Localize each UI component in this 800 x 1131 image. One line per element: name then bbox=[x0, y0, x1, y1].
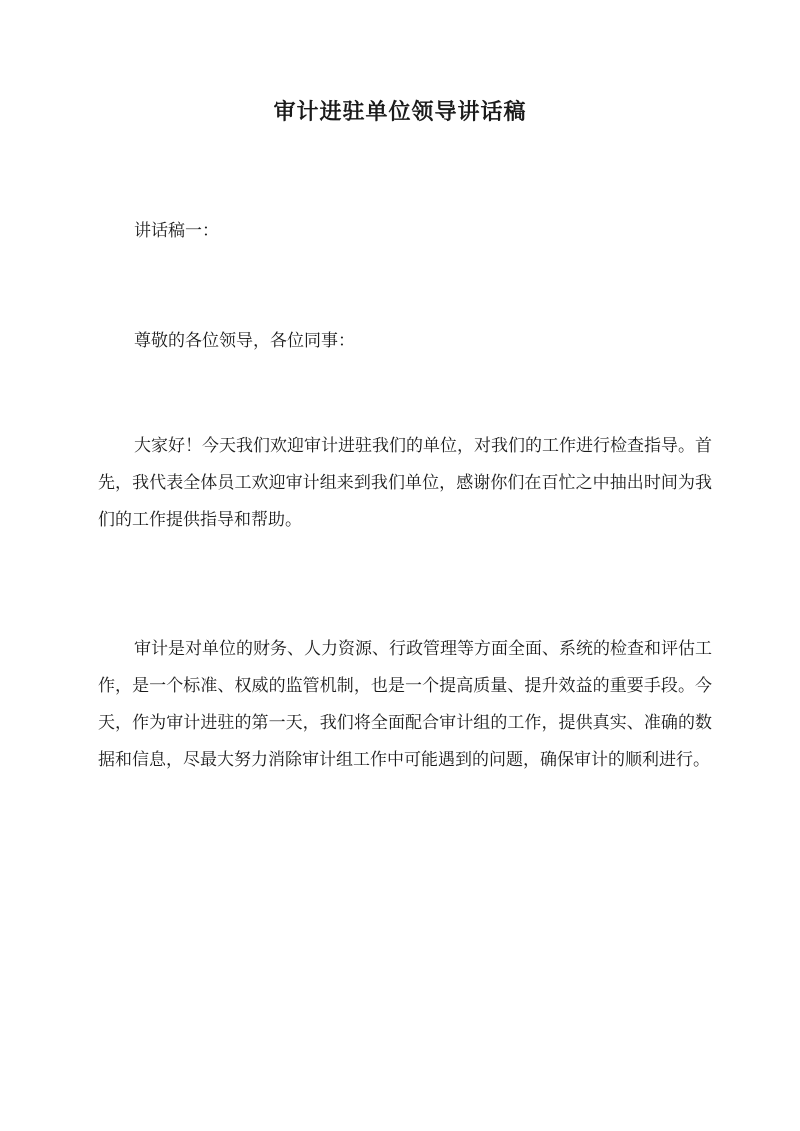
body-paragraph-audit: 审计是对单位的财务、人力资源、行政管理等方面全面、系统的检查和评估工作，是一个标准、权威的监管机制，也是一个提高质量、提升效益的重要手段。今天，作为审计进驻的第一天，我们将全面配合审计组的工作，提供真实、准确的数据和信息，尽最大努力消除审计组工作中可能遇到的问题，确保审计的顺利进行。 bbox=[98, 639, 712, 770]
body-paragraph-welcome: 大家好！今天我们欢迎审计进驻我们的单位，对我们的工作进行检查指导。首先，我代表全体员工欢迎审计组来到我们单位，感谢你们在百忙之中抽出时间为我们的工作提供指导和帮助。 bbox=[98, 436, 712, 530]
speech-heading: 讲话稿一： bbox=[134, 221, 219, 241]
salutation: 尊敬的各位领导，各位同事： bbox=[134, 331, 355, 351]
document-title: 审计进驻单位领导讲话稿 bbox=[273, 99, 527, 125]
